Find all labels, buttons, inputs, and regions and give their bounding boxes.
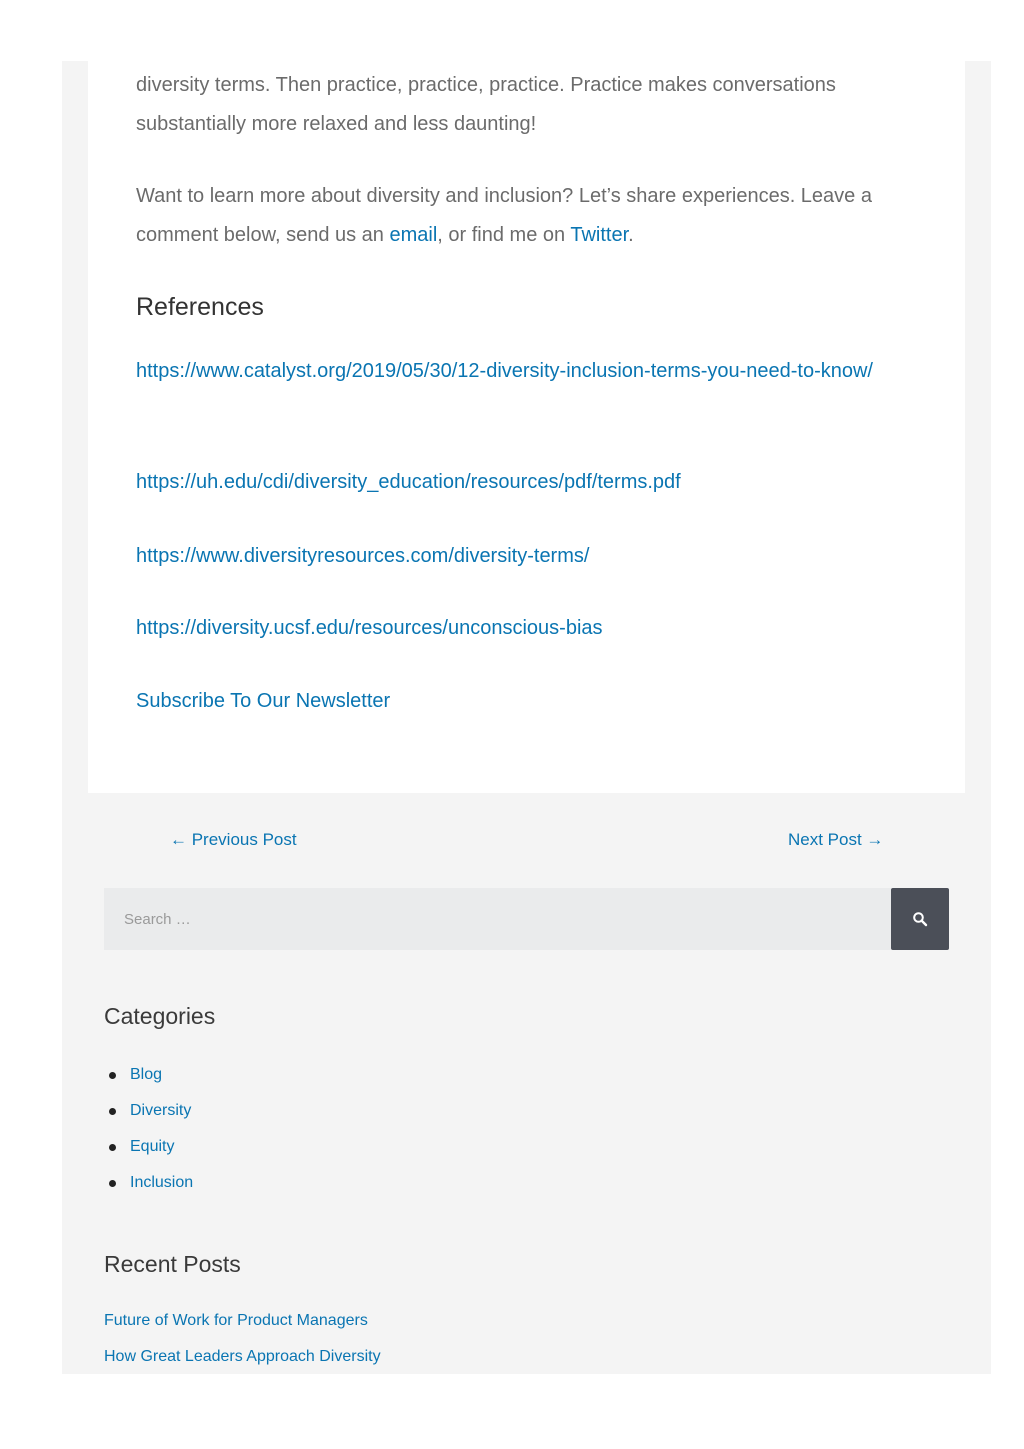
previous-post-link[interactable]: ← Previous Post: [170, 830, 297, 849]
bullet-icon: [109, 1108, 116, 1115]
bullet-icon: [109, 1180, 116, 1187]
list-item: [104, 1308, 381, 1344]
cta-paragraph: [136, 177, 926, 255]
reference-link-ucsf[interactable]: https://diversity.ucsf.edu/resources/unconscious-bias: [136, 617, 603, 639]
next-post-link[interactable]: Next Post →: [788, 830, 884, 849]
recent-posts-title: Recent Posts: [104, 1251, 241, 1277]
cta-text-middle: , or find me on: [437, 224, 571, 246]
categories-list: [104, 1062, 193, 1206]
search-icon: [912, 911, 928, 927]
reference-link-catalyst[interactable]: https://www.catalyst.org/2019/05/30/12-diversity-inclusion-terms-you-need-to-know/: [136, 360, 873, 382]
list-item: [104, 1098, 193, 1134]
list-item: [104, 1134, 193, 1170]
bullet-icon: [109, 1072, 116, 1079]
twitter-link[interactable]: Twitter: [570, 224, 629, 246]
list-item: [104, 1062, 193, 1098]
recent-post-link-great-leaders[interactable]: How Great Leaders Approach Diversity: [104, 1348, 381, 1365]
reference-link-uh[interactable]: https://uh.edu/cdi/diversity_education/resources/pdf/terms.pdf: [136, 471, 681, 493]
cta-text-end: .: [628, 224, 634, 246]
recent-post-link-future-of-work[interactable]: Future of Work for Product Managers: [104, 1312, 368, 1329]
category-link-diversity[interactable]: Diversity: [130, 1102, 192, 1119]
categories-title: Categories: [104, 1003, 216, 1029]
search-button[interactable]: [891, 888, 949, 950]
references-heading: References: [136, 293, 264, 321]
recent-posts-list: [104, 1308, 381, 1380]
search-input[interactable]: [104, 888, 891, 950]
reference-link-diversityresources[interactable]: https://www.diversityresources.com/diversity-terms/: [136, 545, 590, 567]
closing-paragraph: diversity terms. Then practice, practice, practice. Practice makes conversations substantially more relaxed and less daunting!: [136, 74, 836, 135]
category-link-blog[interactable]: Blog: [130, 1066, 163, 1083]
category-link-inclusion[interactable]: Inclusion: [130, 1174, 194, 1191]
list-item: [104, 1344, 381, 1380]
category-link-equity[interactable]: Equity: [130, 1138, 175, 1155]
list-item: [104, 1170, 193, 1206]
newsletter-link[interactable]: Subscribe To Our Newsletter: [136, 690, 391, 712]
email-link[interactable]: email: [389, 224, 438, 246]
cta-text-start: Want to learn more about diversity and inclusion? Let’s share experiences. Leave a comment below, send us an: [136, 185, 872, 246]
bullet-icon: [109, 1144, 116, 1151]
